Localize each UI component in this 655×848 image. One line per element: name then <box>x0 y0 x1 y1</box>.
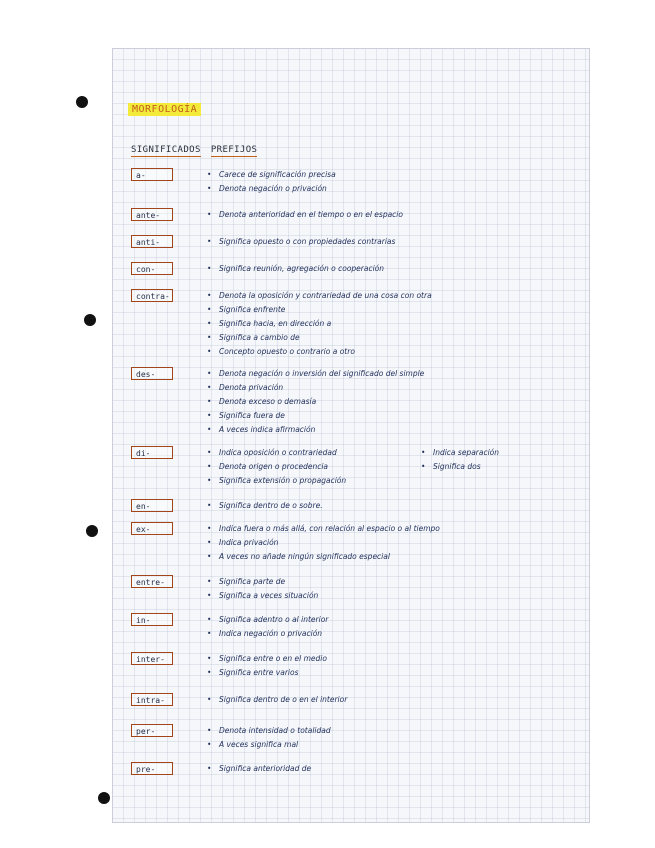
meaning-text: Denota exceso o demasía <box>219 397 317 406</box>
meaning-text: A veces indica afirmación <box>219 425 316 434</box>
meaning-text: Significa reunión, agregación o cooperación <box>219 264 385 273</box>
meaning-list <box>207 652 327 680</box>
page-title: MORFOLOGÍA <box>128 103 201 116</box>
bullet-icon: • <box>207 538 212 547</box>
meaning-text: Significa parte de <box>219 577 286 586</box>
prefix-box: des- <box>131 367 173 380</box>
meaning-text: Concepto opuesto o contrario a otro <box>219 347 355 356</box>
meaning-line <box>207 724 331 738</box>
prefix-box: con- <box>131 262 173 275</box>
meaning-list <box>207 235 395 249</box>
bullet-icon: • <box>207 615 212 624</box>
meaning-text: Significa opuesto o con propiedades contrarias <box>219 237 396 246</box>
meaning-line <box>207 345 432 359</box>
bullet-icon: • <box>207 184 212 193</box>
bullet-icon: • <box>207 170 212 179</box>
prefix-box: in- <box>131 613 173 626</box>
meaning-line <box>207 446 346 460</box>
meaning-text: A veces significa mal <box>219 740 299 749</box>
prefix-box: contra- <box>131 289 173 302</box>
meaning-list <box>207 367 424 437</box>
meaning-list <box>207 446 346 488</box>
prefix-box: pre- <box>131 762 173 775</box>
meaning-text: A veces no añade ningún significado especial <box>219 552 390 561</box>
bullet-icon: • <box>207 448 212 457</box>
meaning-line <box>207 589 318 603</box>
meaning-line <box>207 762 311 776</box>
meaning-line <box>421 460 499 474</box>
bullet-icon: • <box>421 462 426 471</box>
meaning-list <box>207 522 440 564</box>
meaning-list-secondary <box>421 446 499 474</box>
bullet-icon: • <box>207 726 212 735</box>
meaning-text: Significa dentro de o sobre. <box>219 501 323 510</box>
prefix-box: entre- <box>131 575 173 588</box>
bullet-icon: • <box>207 210 212 219</box>
meaning-line <box>207 536 440 550</box>
bullet-icon: • <box>207 668 212 677</box>
bullet-icon: • <box>207 695 212 704</box>
bullet-icon: • <box>207 411 212 420</box>
meaning-list <box>207 262 384 276</box>
meaning-text: Denota la oposición y contrariedad de una cosa con otra <box>219 291 432 300</box>
meaning-line <box>207 522 440 536</box>
bullet-icon: • <box>207 369 212 378</box>
prefix-box: per- <box>131 724 173 737</box>
meaning-text: Indica fuera o más allá, con relación al espacio o al tiempo <box>219 524 440 533</box>
meaning-line <box>421 446 499 460</box>
bullet-icon: • <box>207 237 212 246</box>
prefix-box: ante- <box>131 208 173 221</box>
meaning-text: Denota privación <box>219 383 284 392</box>
prefix-box: intra- <box>131 693 173 706</box>
meaning-line <box>207 367 424 381</box>
meaning-text: Indica negación o privación <box>219 629 323 638</box>
meaning-line <box>207 317 432 331</box>
bullet-icon: • <box>207 425 212 434</box>
meaning-line <box>207 235 395 249</box>
bullet-icon: • <box>207 333 212 342</box>
meaning-text: Significa fuera de <box>219 411 285 420</box>
meaning-list <box>207 168 336 196</box>
meaning-text: Significa anterioridad de <box>219 764 312 773</box>
meaning-text: Denota intensidad o totalidad <box>219 726 331 735</box>
meaning-line <box>207 693 347 707</box>
bullet-icon: • <box>421 448 426 457</box>
meaning-line <box>207 208 403 222</box>
bullet-icon: • <box>207 524 212 533</box>
meaning-text: Significa entre varios <box>219 668 299 677</box>
meaning-line <box>207 474 346 488</box>
meaning-text: Denota negación o privación <box>219 184 327 193</box>
bullet-icon: • <box>207 476 212 485</box>
meaning-text: Indica privación <box>219 538 279 547</box>
meaning-line <box>207 331 432 345</box>
meaning-line <box>207 395 424 409</box>
meaning-text: Significa hacia, en dirección a <box>219 319 332 328</box>
meaning-text: Significa entre o en el medio <box>219 654 327 663</box>
prefix-box: a- <box>131 168 173 181</box>
meaning-line <box>207 381 424 395</box>
meaning-list <box>207 499 323 513</box>
meaning-line <box>207 666 327 680</box>
meaning-text: Significa adentro o al interior <box>219 615 329 624</box>
bullet-icon: • <box>207 764 212 773</box>
section-col1: SIGNIFICADOS <box>131 145 201 155</box>
prefix-box: ex- <box>131 522 173 535</box>
prefix-box: anti- <box>131 235 173 248</box>
meaning-line <box>207 738 331 752</box>
meaning-text: Significa extensión o propagación <box>219 476 347 485</box>
meaning-line <box>207 262 384 276</box>
meaning-line <box>207 613 328 627</box>
meaning-text: Significa a veces situación <box>219 591 319 600</box>
prefix-box: di- <box>131 446 173 459</box>
meaning-list <box>207 208 403 222</box>
meaning-line <box>207 182 336 196</box>
meaning-line <box>207 303 432 317</box>
meaning-line <box>207 499 323 513</box>
punch-hole-4 <box>98 792 110 804</box>
meaning-text: Denota anterioridad en el tiempo o en el espacio <box>219 210 403 219</box>
meaning-line <box>207 423 424 437</box>
meaning-line <box>207 460 346 474</box>
bullet-icon: • <box>207 501 212 510</box>
meaning-list <box>207 613 328 641</box>
prefix-box: inter- <box>131 652 173 665</box>
meaning-line <box>207 575 318 589</box>
bullet-icon: • <box>207 291 212 300</box>
meaning-line <box>207 168 336 182</box>
meaning-text: Significa dos <box>433 462 481 471</box>
punch-hole-2 <box>84 314 96 326</box>
meaning-line <box>207 409 424 423</box>
meaning-text: Indica oposición o contrariedad <box>219 448 337 457</box>
meaning-list <box>207 724 331 752</box>
punch-hole-3 <box>86 525 98 537</box>
bullet-icon: • <box>207 397 212 406</box>
meaning-list <box>207 693 347 707</box>
bullet-icon: • <box>207 577 212 586</box>
prefix-box: en- <box>131 499 173 512</box>
bullet-icon: • <box>207 264 212 273</box>
bullet-icon: • <box>207 591 212 600</box>
meaning-list <box>207 575 318 603</box>
bullet-icon: • <box>207 383 212 392</box>
bullet-icon: • <box>207 740 212 749</box>
meaning-text: Denota negación o inversión del significado del simple <box>219 369 425 378</box>
meaning-list <box>207 289 432 359</box>
bullet-icon: • <box>207 319 212 328</box>
bullet-icon: • <box>207 347 212 356</box>
punch-hole-1 <box>76 96 88 108</box>
meaning-text: Significa enfrente <box>219 305 286 314</box>
section-header <box>131 145 257 155</box>
bullet-icon: • <box>207 462 212 471</box>
meaning-text: Significa a cambio de <box>219 333 300 342</box>
meaning-line <box>207 550 440 564</box>
meaning-list <box>207 762 311 776</box>
bullet-icon: • <box>207 305 212 314</box>
bullet-icon: • <box>207 552 212 561</box>
meaning-text: Indica separación <box>433 448 500 457</box>
meaning-line <box>207 289 432 303</box>
bullet-icon: • <box>207 629 212 638</box>
meaning-line <box>207 652 327 666</box>
section-col2: PREFIJOS <box>210 145 258 155</box>
bullet-icon: • <box>207 654 212 663</box>
meaning-text: Carece de significación precisa <box>219 170 336 179</box>
meaning-text: Denota origen o procedencia <box>219 462 328 471</box>
meaning-line <box>207 627 328 641</box>
meaning-text: Significa dentro de o en el interior <box>219 695 348 704</box>
